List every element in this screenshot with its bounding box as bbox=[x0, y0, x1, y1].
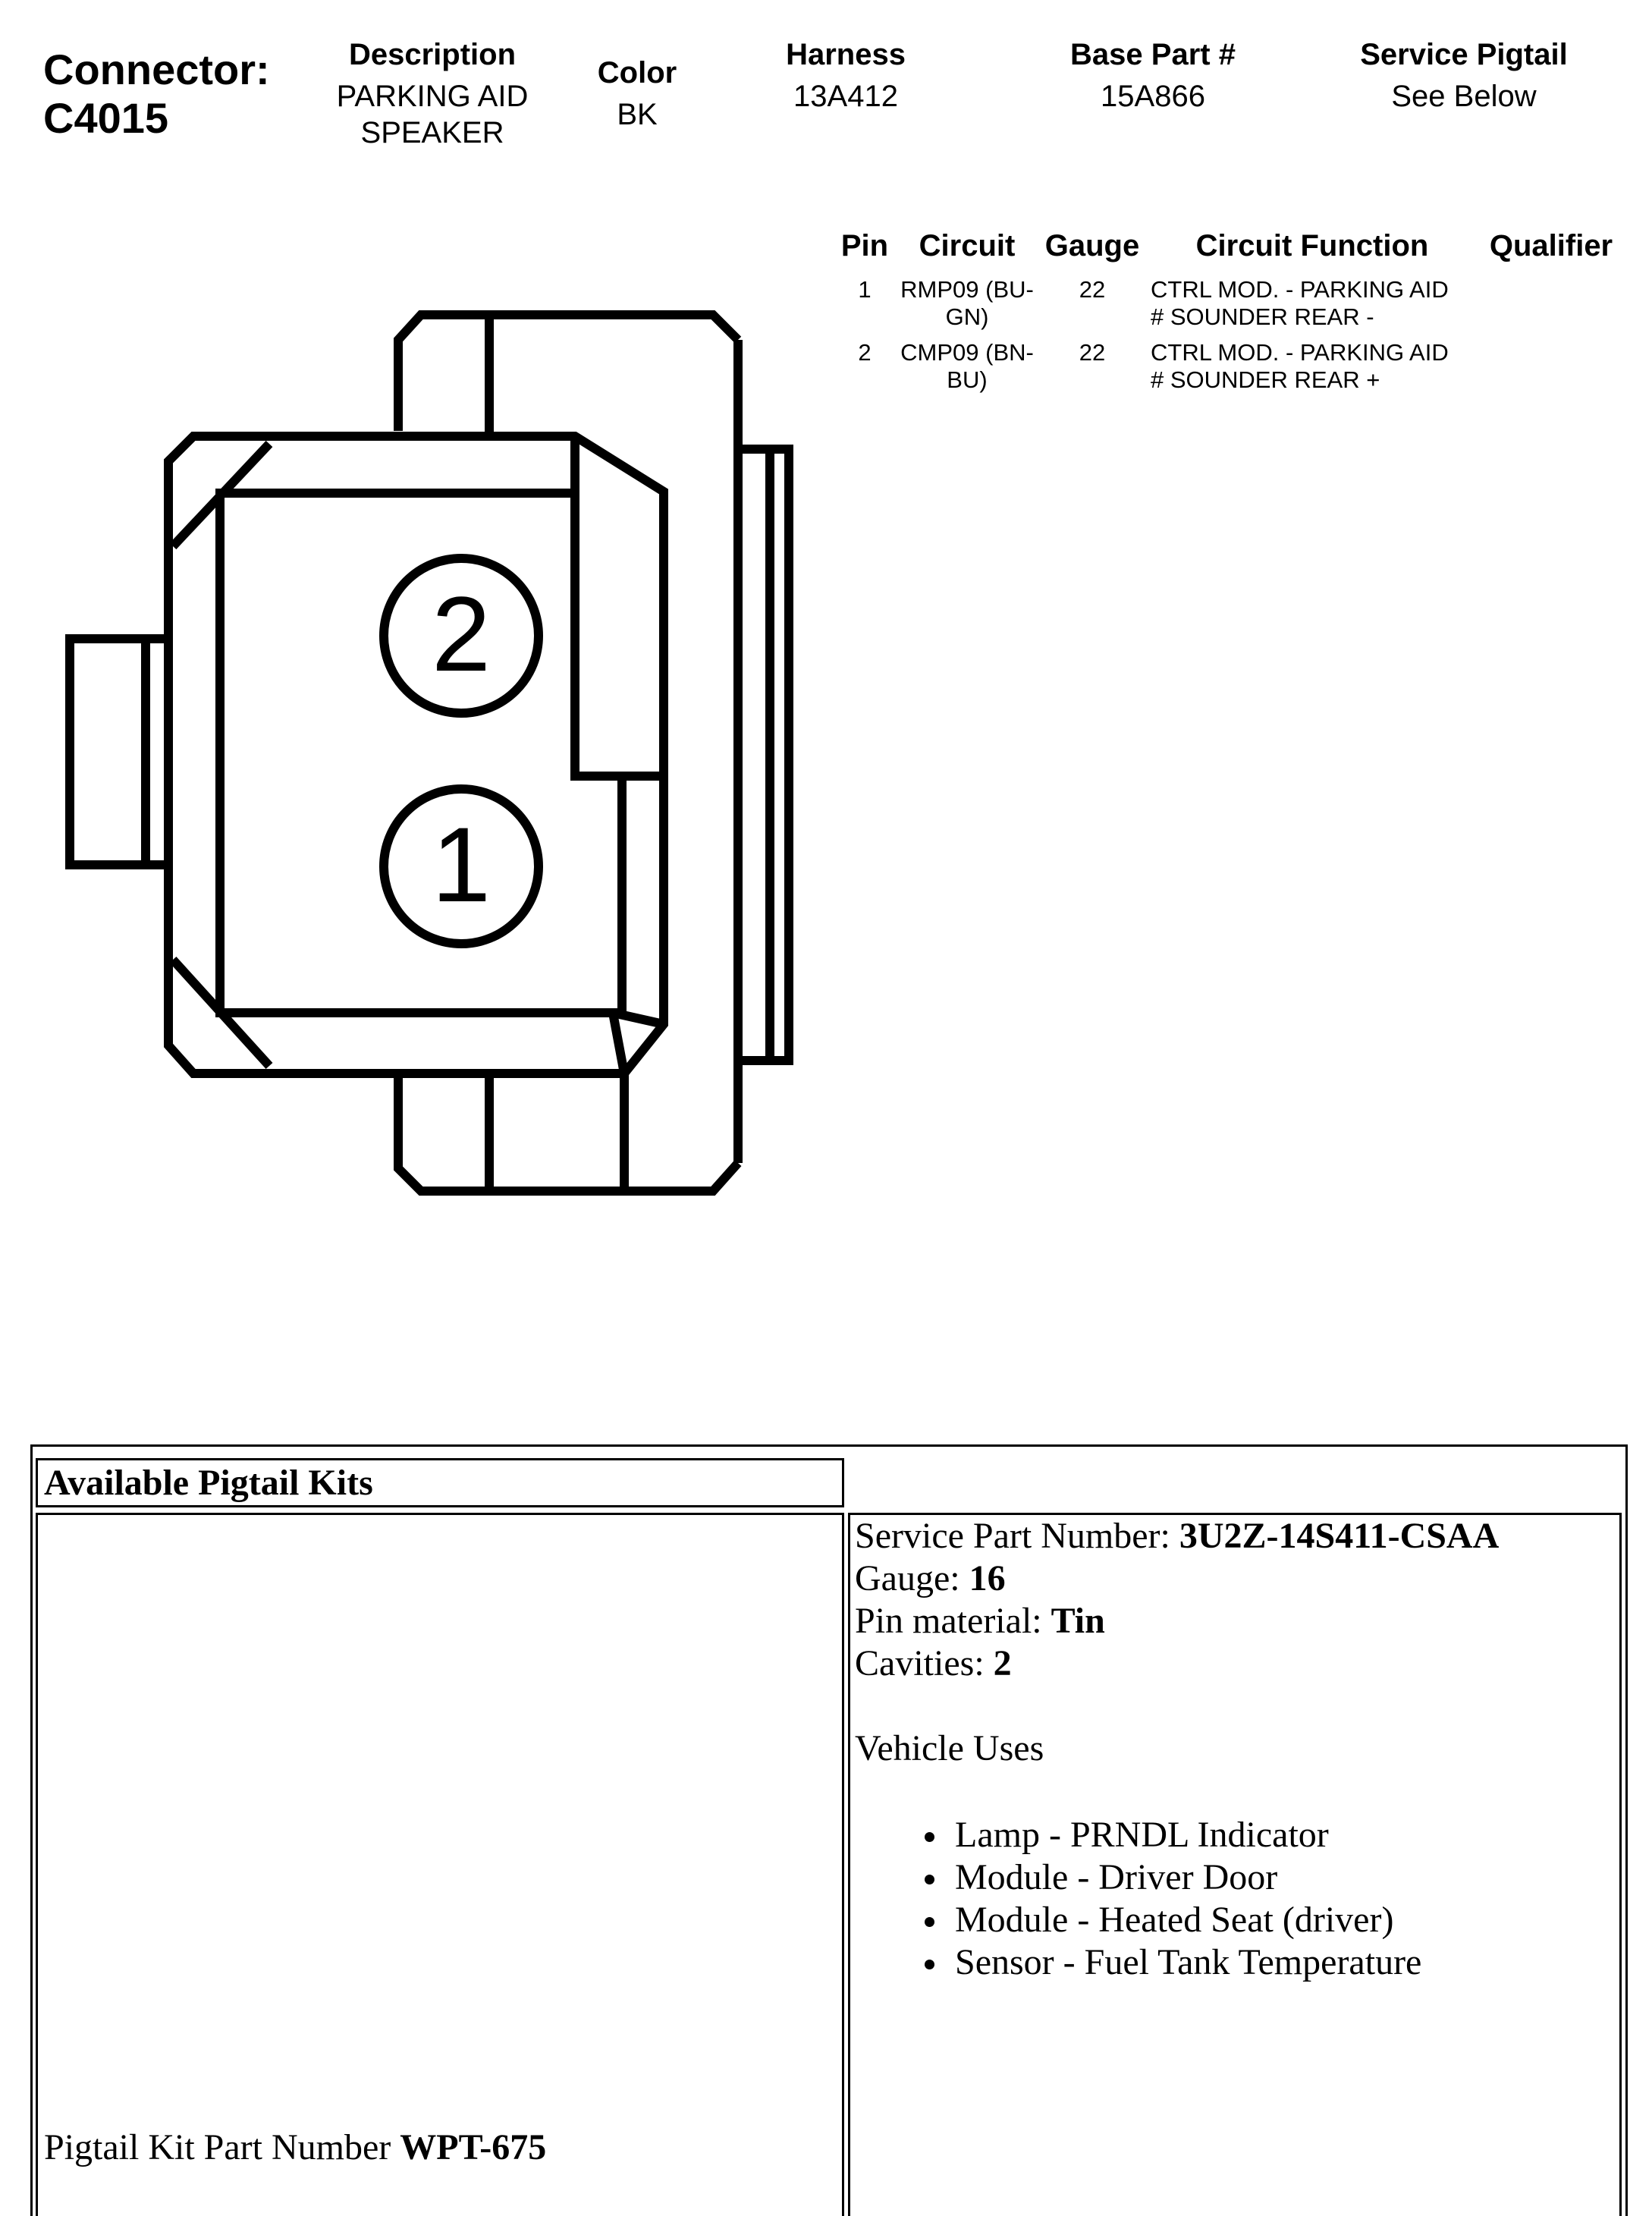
pin-material-label: Pin material: bbox=[855, 1601, 1051, 1641]
pigtail-details bbox=[855, 1515, 1499, 1984]
circuit-function-cell bbox=[1151, 276, 1469, 331]
left-tab bbox=[70, 639, 168, 865]
service-pigtail-column bbox=[1335, 38, 1593, 115]
harness-label: Harness bbox=[786, 38, 906, 71]
base-part-label: Base Part # bbox=[1070, 38, 1236, 71]
circuit-line: RMP09 (BU- bbox=[900, 276, 1034, 303]
right-rail bbox=[738, 449, 789, 1061]
pin-cell: 2 bbox=[858, 339, 872, 366]
cavity-1-number: 1 bbox=[432, 805, 491, 924]
base-part-value: 15A866 bbox=[1101, 80, 1205, 113]
pin-material-line bbox=[855, 1600, 1499, 1642]
service-part-number bbox=[855, 1515, 1499, 1557]
circuit-header: Circuit bbox=[919, 229, 1016, 262]
description-value-line2: SPEAKER bbox=[360, 116, 504, 149]
cavities-value: 2 bbox=[993, 1643, 1012, 1683]
right-inner-notch-2 bbox=[613, 1013, 624, 1073]
cavities-label: Cavities: bbox=[855, 1643, 994, 1683]
kit-part-label: Pigtail Kit Part Number bbox=[44, 2127, 400, 2167]
function-line: CTRL MOD. - PARKING AID bbox=[1151, 339, 1449, 366]
harness-value: 13A412 bbox=[793, 80, 898, 113]
top-latch bbox=[398, 315, 738, 431]
service-pigtail-label: Service Pigtail bbox=[1360, 38, 1568, 71]
circuit-line: GN) bbox=[945, 303, 989, 330]
service-part-value: 3U2Z-14S411-CSAA bbox=[1179, 1516, 1500, 1556]
circuit-function-header: Circuit Function bbox=[1195, 229, 1429, 262]
circuit-cell bbox=[887, 276, 1047, 331]
pin-material-value: Tin bbox=[1051, 1601, 1105, 1641]
list-item: Module - Driver Door bbox=[917, 1856, 1499, 1899]
qualifier-header: Qualifier bbox=[1489, 229, 1613, 262]
cavity-2-number: 2 bbox=[432, 574, 491, 693]
base-part-column bbox=[1039, 38, 1267, 115]
outer-shell bbox=[168, 436, 664, 1073]
connector-diagram bbox=[0, 0, 834, 1229]
pigtail-title: Available Pigtail Kits bbox=[44, 1463, 373, 1503]
circuit-line: BU) bbox=[947, 366, 988, 393]
description-value-line1: PARKING AID bbox=[336, 80, 529, 113]
vehicle-uses-label: Vehicle Uses bbox=[855, 1728, 1044, 1768]
service-part-label: Service Part Number: bbox=[855, 1516, 1179, 1556]
list-item: Sensor - Fuel Tank Temperature bbox=[917, 1941, 1499, 1984]
vehicle-uses-list bbox=[917, 1814, 1499, 1984]
gauge-cell: 22 bbox=[1079, 276, 1106, 303]
pin-cell: 1 bbox=[858, 276, 872, 303]
gauge-header: Gauge bbox=[1044, 229, 1140, 262]
pigtail-kit-part-number bbox=[44, 2126, 546, 2169]
service-pigtail-value: See Below bbox=[1391, 80, 1537, 113]
list-item: Module - Heated Seat (driver) bbox=[917, 1899, 1499, 1941]
gauge-value: 16 bbox=[969, 1558, 1006, 1598]
right-inner-notch bbox=[613, 1013, 664, 1024]
gauge-line bbox=[855, 1557, 1499, 1600]
description-label: Description bbox=[348, 38, 517, 71]
function-line: # SOUNDER REAR + bbox=[1151, 366, 1380, 393]
circuit-function-cell bbox=[1151, 339, 1469, 394]
color-value: BK bbox=[617, 98, 658, 131]
pigtail-image-box bbox=[36, 1513, 844, 2216]
circuit-line: CMP09 (BN- bbox=[900, 339, 1034, 366]
circuit-cell bbox=[887, 339, 1047, 394]
pigtail-details-box bbox=[848, 1513, 1622, 2216]
color-label: Color bbox=[597, 56, 677, 90]
gauge-label: Gauge: bbox=[855, 1558, 969, 1598]
function-line: # SOUNDER REAR - bbox=[1151, 303, 1374, 330]
bottom-latch bbox=[398, 1077, 738, 1191]
kit-part-value: WPT-675 bbox=[400, 2127, 547, 2167]
pigtail-title-box bbox=[36, 1458, 844, 1507]
gauge-cell: 22 bbox=[1079, 339, 1106, 366]
connector-id: C4015 bbox=[43, 94, 169, 142]
connector-label: Connector: bbox=[43, 46, 270, 93]
pin-header: Pin bbox=[840, 229, 889, 262]
function-line: CTRL MOD. - PARKING AID bbox=[1151, 276, 1449, 303]
cavities-line bbox=[855, 1642, 1499, 1685]
list-item: Lamp - PRNDL Indicator bbox=[917, 1814, 1499, 1856]
